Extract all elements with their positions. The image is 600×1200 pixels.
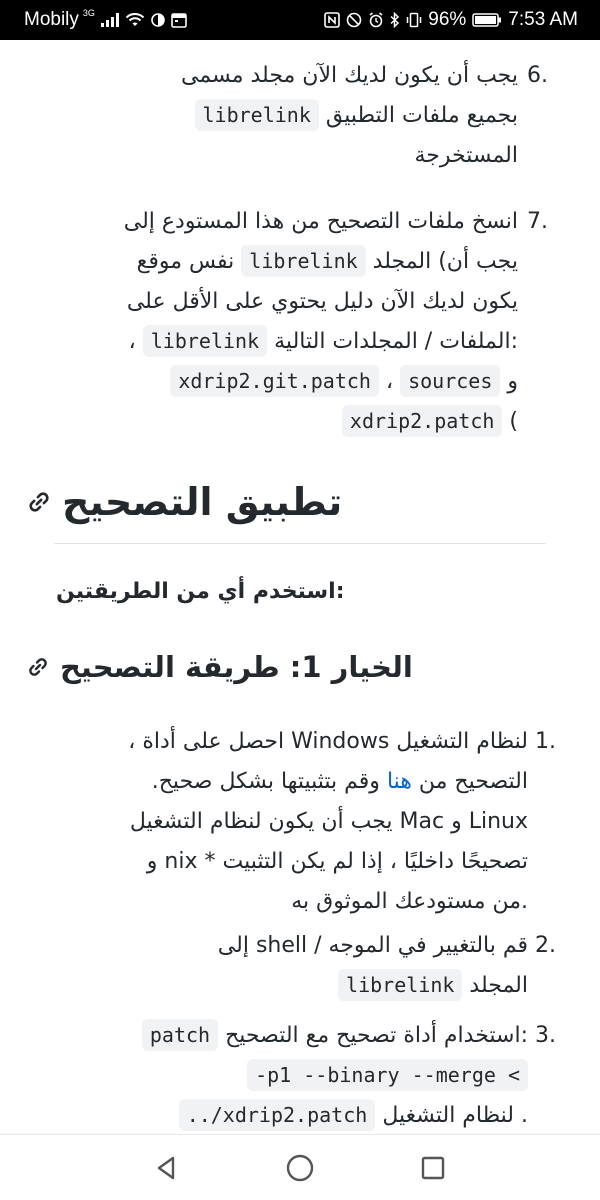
opt1-line3-post: يجب أن يكون لنظام التشغيل — [129, 809, 393, 834]
back-button[interactable] — [137, 1138, 197, 1198]
opt2-line2-text: المجلد — [469, 973, 528, 998]
subsection-title: الخيار 1: طريقة التصحيح — [60, 650, 413, 684]
calendar-icon — [171, 12, 187, 28]
status-bar-right — [324, 9, 578, 31]
opt1-line1-pre: احصل على أداة ، — [128, 729, 285, 754]
opt1-linux: Linux — [468, 809, 528, 834]
anchor-link-icon[interactable] — [26, 655, 50, 679]
signal-icon — [101, 13, 119, 27]
system-nav-bar — [0, 1134, 600, 1200]
intro-paragraph: :استخدم أي من الطريقتين — [56, 579, 345, 604]
home-circle-icon — [285, 1153, 315, 1183]
option-item1-number: 1. — [535, 729, 556, 754]
code-patch-args: -p1 --binary --merge < — [247, 1059, 528, 1091]
home-button[interactable] — [270, 1138, 330, 1198]
code-librelink: librelink — [195, 99, 319, 131]
option-list-item-2 — [218, 926, 528, 1006]
opt3-line1-text: :استخدام أداة تصحيح مع التصحيح — [225, 1023, 528, 1048]
option-list-item-3 — [142, 1016, 528, 1134]
opt1-line5: .من مستودعك الموثوق به — [291, 889, 528, 914]
item7-line1: انسخ ملفات التصحيح من هذا المستودع إلى — [123, 209, 518, 234]
option-item3-number: 3. — [535, 1023, 556, 1048]
item7-line2-pre: يجب أن) المجلد — [372, 249, 518, 274]
item7-line3: يكون لديك الآن دليل يحتوي على الأقل على — [126, 289, 518, 314]
opt1-nix: nix * — [164, 849, 216, 874]
code-librelink: librelink — [241, 245, 365, 277]
opt1-line2-post: وقم بتثبيتها بشكل صحيح. — [151, 769, 380, 794]
code-xdrip2-git-patch: xdrip2.git.patch — [170, 365, 379, 397]
item7-number: 7. — [527, 209, 548, 234]
carrier-label: Mobily — [24, 9, 79, 30]
battery-icon — [472, 12, 502, 28]
item6-line2-text: بجميع ملفات التطبيق — [325, 103, 518, 128]
opt1-line1-post: لنظام التشغيل — [396, 729, 528, 754]
item7-line5-and: و — [507, 369, 518, 394]
clock-time: 7:53 AM — [508, 9, 578, 30]
code-xdrip2-patch-path: ../xdrip2.patch — [179, 1099, 376, 1131]
list-item-7 — [124, 202, 518, 442]
opt1-line4-and: و — [146, 849, 158, 874]
item6-line3: المستخرجة — [414, 143, 518, 168]
code-sources: sources — [400, 365, 500, 397]
opt1-mac: Mac — [399, 809, 445, 834]
battery-percent: 96% — [428, 9, 467, 30]
recents-square-icon — [420, 1155, 446, 1181]
list-item-6 — [181, 56, 518, 176]
subsection-heading-option1 — [26, 650, 413, 684]
item7-line5-sep: ، — [385, 369, 394, 394]
bluetooth-icon — [390, 12, 400, 28]
wifi-icon — [125, 13, 145, 27]
network-type: 3G — [82, 8, 95, 18]
code-librelink: librelink — [143, 325, 267, 357]
back-triangle-icon — [153, 1154, 181, 1182]
vibrate-off-icon — [346, 12, 362, 28]
code-xdrip2-patch: xdrip2.patch — [342, 405, 503, 437]
section-heading-apply — [26, 480, 342, 524]
item6-number: 6. — [527, 63, 548, 88]
section-title: تطبيق التصحيح — [62, 480, 343, 524]
page-content — [0, 40, 600, 1134]
status-bar-left — [24, 9, 187, 31]
data-saver-icon — [151, 13, 165, 27]
recents-button[interactable] — [403, 1138, 463, 1198]
option-item2-number: 2. — [535, 933, 556, 958]
opt1-line3-and: و — [451, 809, 462, 834]
code-patch: patch — [142, 1019, 218, 1051]
anchor-link-icon[interactable] — [26, 489, 52, 515]
status-bar — [0, 0, 600, 40]
opt1-windows: Windows — [291, 729, 390, 754]
alarm-icon — [368, 12, 384, 28]
option-list-item-1 — [128, 722, 528, 922]
code-librelink: librelink — [338, 969, 462, 1001]
heading-divider — [54, 543, 546, 544]
opt1-line2-pre: التصحيح من — [418, 769, 528, 794]
opt2-line1-post: قم بالتغيير في الموجه — [328, 933, 528, 958]
opt2-line1-pre: إلى — [217, 933, 249, 958]
opt3-line3-text: . لنظام التشغيل — [382, 1103, 528, 1128]
here-link[interactable]: هنا — [386, 769, 412, 794]
item7-line6-paren: ) — [509, 409, 518, 434]
item7-line4-sep: ، — [128, 329, 136, 354]
item7-line4-text: :الملفات / المجلدات التالية — [274, 329, 518, 354]
item6-line1: يجب أن يكون لديك الآن مجلد مسمى — [181, 63, 518, 88]
item7-line2-post: نفس موقع — [136, 249, 235, 274]
opt2-shell: shell / — [255, 933, 322, 958]
nfc-icon — [324, 12, 340, 28]
vibrate-icon — [406, 12, 422, 28]
opt1-line4-pre: تصحيحًا داخليًا ، إذا لم يكن التثبيت — [222, 849, 528, 874]
